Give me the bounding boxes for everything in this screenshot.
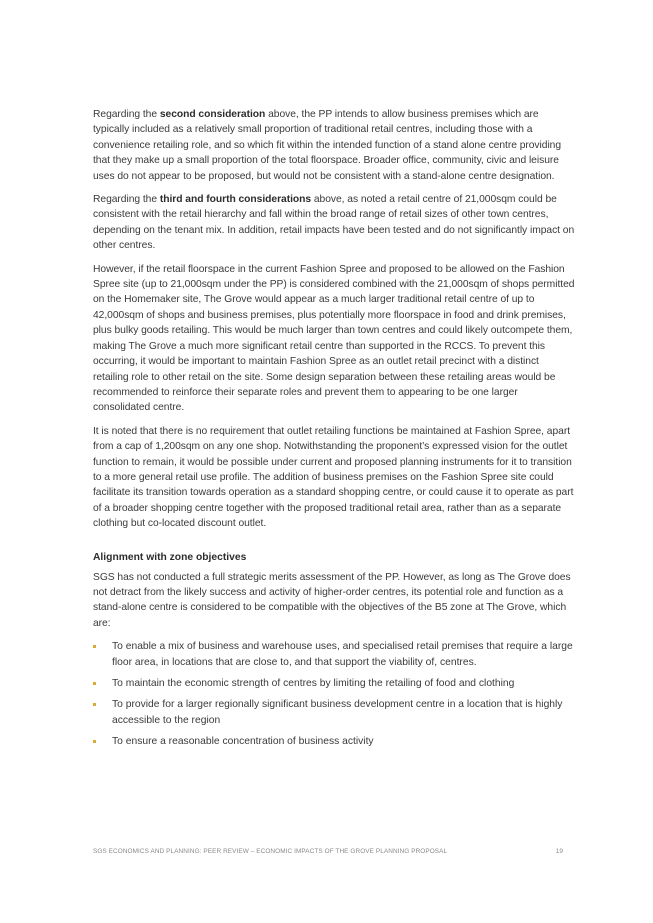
bullet-square-icon (93, 740, 96, 743)
paragraph-second-consideration (93, 107, 576, 184)
section-intro: SGS has not conducted a full strategic merits assessment of the PP. However, as long as The Grove does not detract from the likely success and activity of higher-order centres, its potential role and function as a stand-alone centre is considered to be compatible with the objectives of the B5 zone at The Grove, which are: (93, 571, 571, 629)
list-item-text: To ensure a reasonable concentration of business activity (112, 736, 374, 748)
bold-term: third and fourth considerations (159, 194, 312, 206)
list-item-text: To enable a mix of business and warehouse uses, and specialised retail premises that require a large floor area, in locations that are close to, and that support the viability of, centres. (112, 641, 573, 668)
paragraph-text: Regarding the (93, 194, 160, 206)
paragraph-text: Regarding the (93, 109, 160, 120)
bullet-square-icon (93, 682, 96, 685)
section-heading: Alignment with zone objectives (93, 551, 247, 563)
bullet-square-icon (93, 645, 96, 648)
paragraph-combined-floorspace: However, if the retail floorspace in the current Fashion Spree and proposed to be allowed on the Fashion Spree site (up to 21,000sqm under the PP) is considered combined with the 21,000sqm of shops permitted on the Homemaker site, The Grove would appear as a much larger traditional retail centre of up to 42,000sqm of shops and business premises, plus potentially more floorspace in food and drink premises, plus bulky goods retailing. This would be much larger than town centres and could likely outcompete them, making The Grove a much more significant retail centre than supported in the RCCS. To prevent this occurring, it would be important to maintain Fashion Spree as an outlet retail precinct with a distinct retailing role to other retail on the site. Some design separation between these retailing areas would be recommended to reinforce their separate roles and prevent them to appearing to be one larger consolidated centre. (93, 263, 575, 414)
page-footer (93, 848, 563, 855)
list-item (93, 639, 576, 670)
footer-text: SGS ECONOMICS AND PLANNING: PEER REVIEW – ECONOMIC IMPACTS OF THE GROVE PLANNING PROPOSAL (93, 848, 448, 855)
zone-objectives-list (93, 639, 576, 749)
paragraph-third-fourth-considerations (93, 192, 576, 254)
paragraph-text: above, the PP intends to allow business premises which are typically included as a relatively small proportion of traditional retail centres, including those with a convenience retailing role, and so which fit within the intended function of a stand alone centre providing that they make up a small proportion of the total floorspace. Broader office, community, civic and leisure uses do not appear to be proposed, but would not be consistent with a stand-alone centre designation. (93, 109, 562, 182)
page-number: 19 (555, 848, 563, 855)
bullet-square-icon (93, 703, 96, 706)
paragraph-outlet-requirement: It is noted that there is no requirement that outlet retailing functions be maintained at Fashion Spree, apart from a cap of 1,200sqm on any one shop. Notwithstanding the proponent’s expressed vision for the outlet function to remain, it would be possible under current and proposed planning instruments for it to transition to a more general retail use profile. The addition of business premises on the Fashion Spree site could facilitate its transition towards operation as a standard shopping centre, or could cause it to operate as part of a broader shopping centre together with the proposed traditional retail area, rather than as a separate clothing but co-located discount outlet. (93, 425, 574, 530)
document-body (93, 107, 576, 756)
list-item (93, 676, 576, 691)
list-item (93, 734, 576, 749)
bold-term: second consideration (159, 109, 266, 120)
list-item-text: To provide for a larger regionally significant business development centre in a location that is highly accessible to the region (112, 699, 563, 726)
list-item-text: To maintain the economic strength of centres by limiting the retailing of food and clothing (112, 678, 515, 689)
list-item (93, 697, 576, 728)
paragraph-text: above, as noted a retail centre of 21,000sqm could be consistent with the retail hierarchy and fall within the broad range of retail sizes of other town centres, depending on the tenant mix. In addition, retail impacts have been tested and do not significantly impact on other centres. (93, 194, 575, 252)
